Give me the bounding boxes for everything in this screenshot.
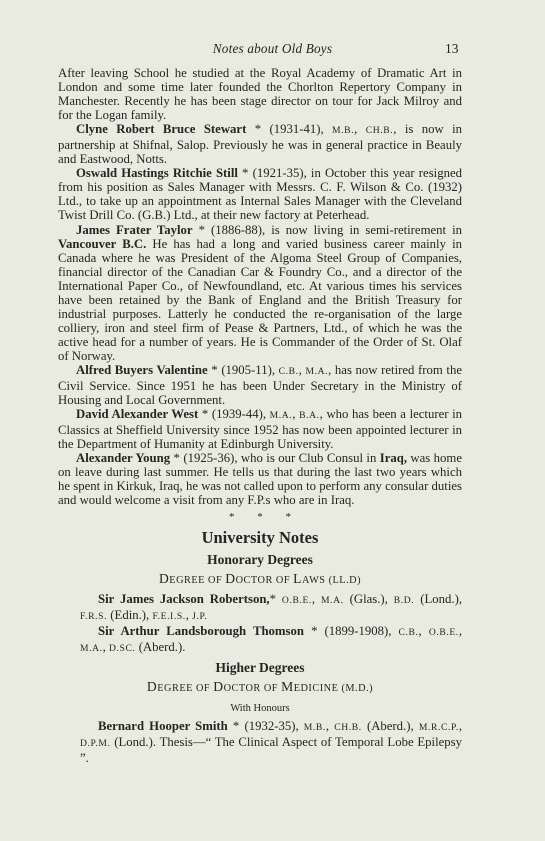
- paragraph-text: was home on leave during last summer. He tells us that during the last two years which he spent in Kirkuk, Iraq, he was not called upon to perform any consular duties and would welcome a visit from any F.P.s who are in Iraq.: [58, 451, 463, 508]
- body-text: [58, 66, 462, 765]
- section-separator: * * *: [229, 511, 301, 524]
- person-name: Oswald Hastings Ritchie Still: [76, 166, 238, 181]
- paragraph-stewart: [58, 122, 462, 166]
- asterisk-marker: *: [207, 362, 222, 377]
- degree-title-part: EGREE OF: [157, 682, 214, 694]
- degree-abbreviation: O.B.E.: [428, 626, 459, 638]
- degree-title-part: D: [225, 570, 236, 586]
- asterisk-marker: *: [198, 407, 212, 422]
- degree-title-part: L: [293, 570, 302, 586]
- degree-entry-smith: [58, 719, 462, 765]
- person-name: Bernard Hooper Smith: [98, 718, 228, 733]
- paragraph-young: [58, 451, 462, 507]
- degree-title-part: EGREE OF: [169, 574, 226, 586]
- place-name: Vancouver B.C.: [58, 236, 147, 251]
- degree-abbreviation: F.R.S.: [80, 610, 108, 622]
- entry-text: O.B.E., M.A. (Glas.), B.D. (Lond.), F.R.S. (Edin.), F.E.I.S., J.P.: [80, 591, 463, 622]
- degree-title-part: D: [146, 678, 158, 694]
- person-name: Alexander Young: [76, 451, 171, 466]
- paragraph-text: After leaving School he studied at the Royal Academy of Dramatic Art in London and some time later founded the Chorlton Repertory Company in Manchester. Recently he has been stage director on tour for Jack Milroy and for the Logan family.: [58, 66, 462, 123]
- paragraph-text: (1886-88), is now living in semi-retirement in: [211, 222, 463, 237]
- degree-title-part: D: [158, 570, 170, 586]
- honorary-degrees-heading: Honorary Degrees: [207, 551, 313, 567]
- degree-title-part: D: [213, 678, 224, 694]
- degree-abbreviation: D.SC.: [109, 642, 136, 654]
- degree-title-part: OCTOR OF: [235, 574, 294, 586]
- degree-abbreviation: M.A.: [269, 410, 293, 422]
- asterisk-marker: *: [246, 122, 270, 137]
- degree-title-medicine: [58, 678, 462, 698]
- degree-abbreviation: J.P.: [192, 610, 208, 622]
- paragraph-text: He has had a long and varied business career mainly in Canada where he was President of the Algoma Steel Group of Companies, financial director of the Canadian Car & Foundry Co., and a director of the International Paper Co., of Newfoundland, etc. At various times his services have been retained by the Bank of England and the British Treasury for industrial purposes. Latterly he conducted the re-organisation of the large colliery, iron and steel firm of Pease & Partners, Ltd., of which he was the active head for a number of years. He is Commander of the Order of St. Olaf of Norway.: [58, 236, 462, 363]
- entry-text: (1932-35), M.B., CH.B. (Aberd.), M.R.C.P., D.P.M. (Lond.). Thesis—“ The Clinical Aspect of Temporal Lobe Epilepsy ”.: [80, 718, 463, 765]
- degree-abbreviation: C.B.: [278, 365, 299, 377]
- degree-title-part: M: [281, 678, 294, 694]
- asterisk-marker: *: [303, 623, 325, 638]
- with-honours-label: With Honours: [230, 702, 290, 714]
- paragraph-text: (1931-41), M.B., CH.B., is now in partnership at Shifnal, Salop. Previously he was in general practice in Beauly and Eastwood, Notts.: [58, 122, 462, 167]
- page-header: [0, 41, 545, 59]
- person-name: James Frater Taylor: [76, 222, 193, 237]
- paragraph-west: [58, 407, 462, 451]
- person-name: Sir James Jackson Robertson,: [98, 591, 270, 606]
- paragraph-text: (1939-44), M.A., B.A., who has been a lecturer in Classics at Sheffield University since 1952 has now been appointed lecturer in the Department of Humanity at Edinburgh University.: [58, 407, 463, 452]
- person-name: David Alexander West: [76, 407, 199, 422]
- degree-abbreviation: B.A.: [299, 410, 320, 422]
- degree-abbreviation: F.E.I.S.: [152, 610, 186, 622]
- asterisk-marker: *: [269, 591, 282, 606]
- paragraph-taylor: [58, 223, 462, 363]
- degree-abbreviation: M.A.: [305, 365, 329, 377]
- degree-entry-thomson: [58, 624, 462, 656]
- section-title: University Notes: [201, 527, 319, 547]
- degree-abbreviation: D.P.M.: [80, 737, 111, 749]
- paragraph-text: (1921-35), in October this year resigned from his position as Sales Manager with Messrs. C. F. Wilson & Co. (1932) Ltd., to take up an appointment as Internal Sales Manager with the Cleveland Twist Drill Co. (G.B.) Ltd., at their new factory at Peterhead.: [58, 166, 462, 223]
- degree-abbreviation: O.B.E.: [281, 594, 312, 606]
- degree-title-laws: [58, 570, 462, 590]
- paragraph-text: (1925-36), who is our Club Consul in: [183, 451, 380, 466]
- higher-degrees-heading: Higher Degrees: [215, 659, 305, 675]
- asterisk-marker: *: [170, 451, 184, 466]
- running-title: Notes about Old Boys: [212, 41, 333, 56]
- page-number: 13: [445, 41, 459, 56]
- paragraph-text: (1905-11), C.B., M.A., has now retired from the Civil Service. Since 1951 he has been Under Secretary in the Ministry of Housing and Local Government.: [58, 362, 462, 408]
- asterisk-marker: *: [227, 718, 245, 733]
- paragraph-still: [58, 166, 462, 222]
- entry-text: (1899-1908), C.B., O.B.E., M.A., D.SC. (Aberd.).: [80, 623, 462, 654]
- degree-title-part: AWS (LL.D): [301, 574, 362, 586]
- degree-abbreviation: M.A.: [321, 594, 344, 606]
- person-name: Alfred Buyers Valentine: [76, 362, 208, 377]
- degree-entry-robertson: [58, 592, 462, 624]
- paragraph-valentine: [58, 363, 462, 407]
- asterisk-marker: *: [192, 222, 212, 237]
- degree-abbreviation: B.D.: [393, 594, 415, 606]
- person-name: Sir Arthur Landsborough Thomson: [98, 623, 304, 638]
- degree-abbreviation: CH.B.: [365, 125, 394, 137]
- degree-title-part: OCTOR OF: [223, 682, 282, 694]
- degree-abbreviation: M.R.C.P.: [418, 721, 459, 733]
- asterisk-marker: *: [237, 166, 253, 181]
- person-name: Clyne Robert Bruce Stewart: [76, 122, 247, 137]
- degree-abbreviation: M.B.: [303, 721, 326, 733]
- degree-title-part: EDICINE (M.D.): [293, 682, 374, 694]
- paragraph-intro: [58, 66, 462, 122]
- degree-abbreviation: C.B.: [398, 626, 419, 638]
- degree-abbreviation: CH.B.: [334, 721, 362, 733]
- degree-abbreviation: M.A.: [80, 642, 103, 654]
- degree-abbreviation: M.B.: [332, 125, 355, 137]
- place-name: Iraq,: [379, 451, 408, 466]
